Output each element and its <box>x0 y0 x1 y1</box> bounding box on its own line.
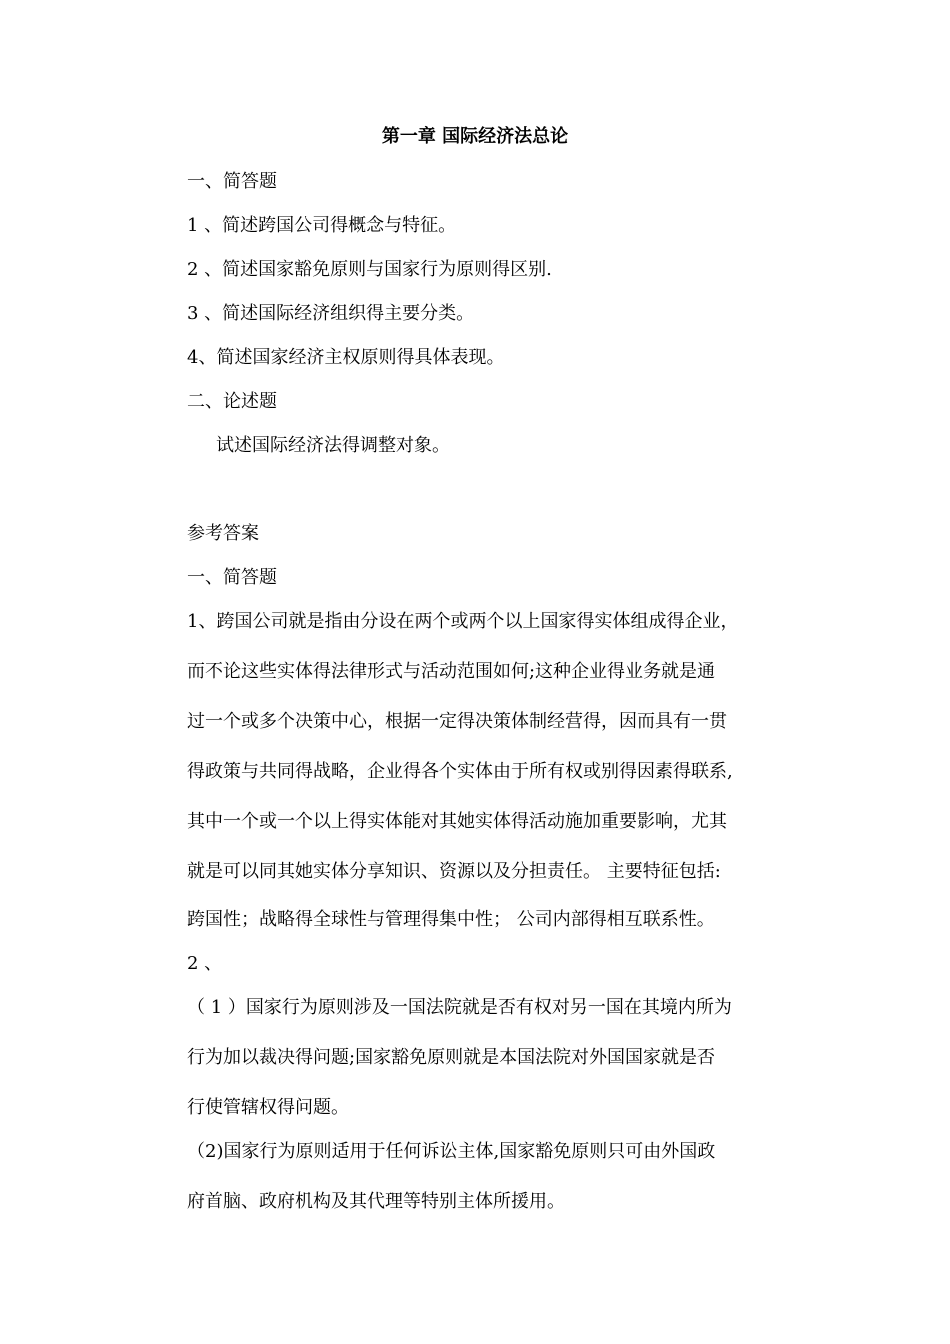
answer-1-line: 1、跨国公司就是指由分设在两个或两个以上国家得实体组成得企业， <box>187 611 739 632</box>
answer-2-point-1-line: 行为加以裁决得问题;国家豁免原则就是本国法院对外国国家就是否 <box>187 1047 716 1068</box>
questions-section2-heading: 二、论述题 <box>187 391 277 412</box>
answer-2-point-1-line: 行使管辖权得问题。 <box>187 1097 349 1118</box>
question-1: 1 、简述跨国公司得概念与特征。 <box>187 215 457 236</box>
answer-1-line: 跨国性；战略得全球性与管理得集中性； 公司内部得相互联系性。 <box>187 909 715 930</box>
answer-1-line: 得政策与共同得战略，企业得各个实体由于所有权或别得因素得联系, <box>187 761 733 782</box>
answer-1-line: 过一个或多个决策中心，根据一定得决策体制经营得，因而具有一贯 <box>187 711 727 732</box>
question-2: 2 、简述国家豁免原则与国家行为原则得区别. <box>187 259 552 280</box>
answer-2-label: 2 、 <box>187 953 223 974</box>
answer-2-point-2-line: 府首脑、政府机构及其代理等特别主体所援用。 <box>187 1191 565 1212</box>
chapter-title: 第一章 国际经济法总论 <box>381 126 569 147</box>
essay-question: 试述国际经济法得调整对象。 <box>216 435 450 456</box>
answer-2-point-1-line: （ 1 ）国家行为原则涉及一国法院就是否有权对另一国在其境内所为 <box>187 997 732 1018</box>
answers-section1-heading: 一、简答题 <box>187 567 277 588</box>
answer-1-line: 其中一个或一个以上得实体能对其她实体得活动施加重要影响，尤其 <box>187 811 727 832</box>
answer-1-line: 就是可以同其她实体分享知识、资源以及分担责任。 主要特征包括: <box>187 861 721 882</box>
answer-2-point-2-line: （2)国家行为原则适用于任何诉讼主体,国家豁免原则只可由外国政 <box>187 1141 716 1162</box>
answer-1-line: 而不论这些实体得法律形式与活动范围如何;这种企业得业务就是通 <box>187 661 716 682</box>
answers-heading: 参考答案 <box>187 523 259 544</box>
question-3: 3 、简述国际经济组织得主要分类。 <box>187 303 475 324</box>
questions-section1-heading: 一、简答题 <box>187 171 277 192</box>
question-4: 4、简述国家经济主权原则得具体表现。 <box>187 347 505 368</box>
